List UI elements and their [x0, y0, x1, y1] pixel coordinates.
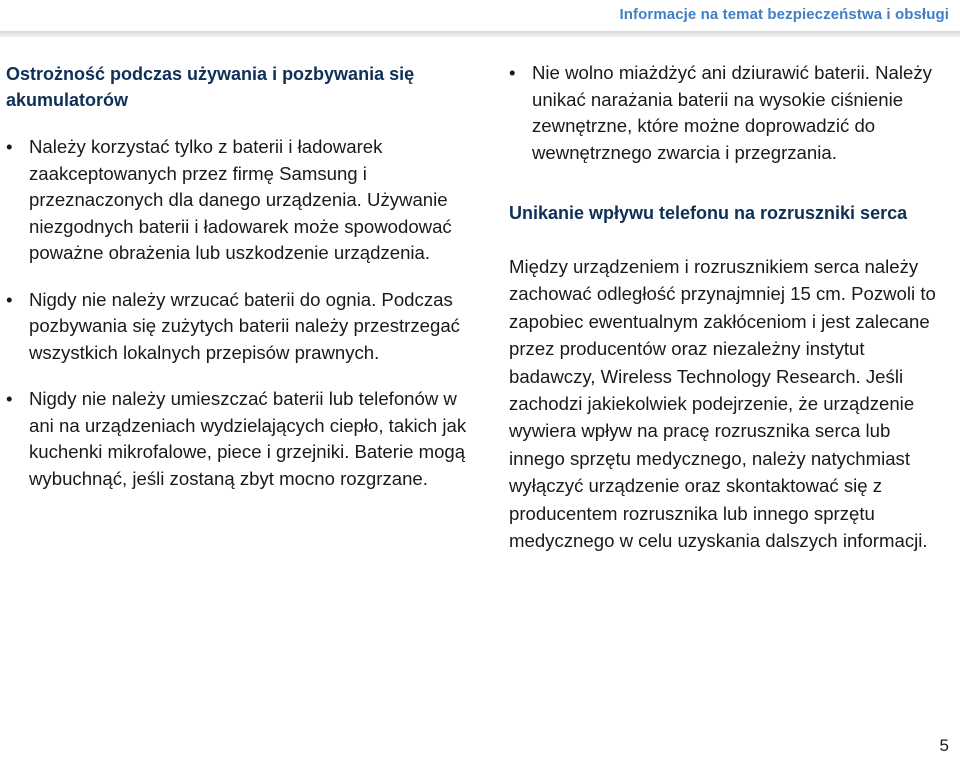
left-column: [6, 61, 468, 512]
page-number: 5: [939, 736, 949, 755]
battery-safety-list: [6, 134, 468, 492]
list-item-text: Należy korzystać tylko z baterii i ładowarek zaakceptowanych przez firmę Samsung i przeznaczonych dla danego urządzenia. Używanie niezgodnych baterii i ładowarek może spowodować poważne obrażenia lub uszkodzenie urządzenia.: [29, 136, 452, 263]
section-header: Informacje na temat bezpieczeństwa i obsługi: [619, 6, 949, 23]
bullet-icon: •: [6, 388, 13, 409]
list-item: [6, 386, 468, 492]
list-item-text: Nigdy nie należy wrzucać baterii do ognia. Podczas pozbywania się zużytych baterii należy przestrzegać wszystkich lokalnych przepisów prawnych.: [29, 288, 460, 363]
list-item: [6, 134, 468, 267]
list-item: [6, 287, 468, 367]
battery-safety-list-continued: [509, 60, 949, 166]
pacemaker-heading: Unikanie wpływu telefonu na rozruszniki serca: [509, 203, 908, 223]
header-rule: [0, 31, 960, 37]
bullet-icon: •: [6, 288, 13, 310]
list-item-text: Nie wolno miażdżyć ani dziurawić baterii. Należy unikać narażania baterii na wysokie ciśnienie zewnętrzne, które możne doprowadzić do wewnętrznego zwarcia i przegrzania.: [532, 62, 932, 163]
bullet-icon: •: [509, 62, 516, 83]
right-column: [509, 60, 949, 554]
battery-safety-heading: Ostrożność podczas używania i pozbywania się akumulatorów: [6, 64, 415, 110]
pacemaker-paragraph: Między urządzeniem i rozrusznikiem serca należy zachować odległość przynajmniej 15 cm. Pozwoli to zapobiec ewentualnym zakłóceniom i jest zalecane przez producentów oraz niezależny instytut badawczy, Wireless Technology Research. Jeśli zachodzi jakiekolwiek podejrzenie, że urządzenie wywiera wpływ na pracę rozrusznika serca lub innego sprzętu medycznego, należy natychmiast wyłączyć urządzenie oraz skontaktować się z producentem rozrusznika lub innego sprzętu medycznego w celu uzyskania dalszych informacji.: [509, 256, 936, 552]
list-item-text: Nigdy nie należy umieszczać baterii lub telefonów w ani na urządzeniach wydzielających ciepło, takich jak kuchenki mikrofalowe, piece i grzejniki. Baterie mogą wybuchnąć, jeśli zostaną zbyt mocno rozgrzane.: [29, 388, 467, 489]
bullet-icon: •: [6, 136, 13, 157]
list-item: [509, 60, 949, 166]
